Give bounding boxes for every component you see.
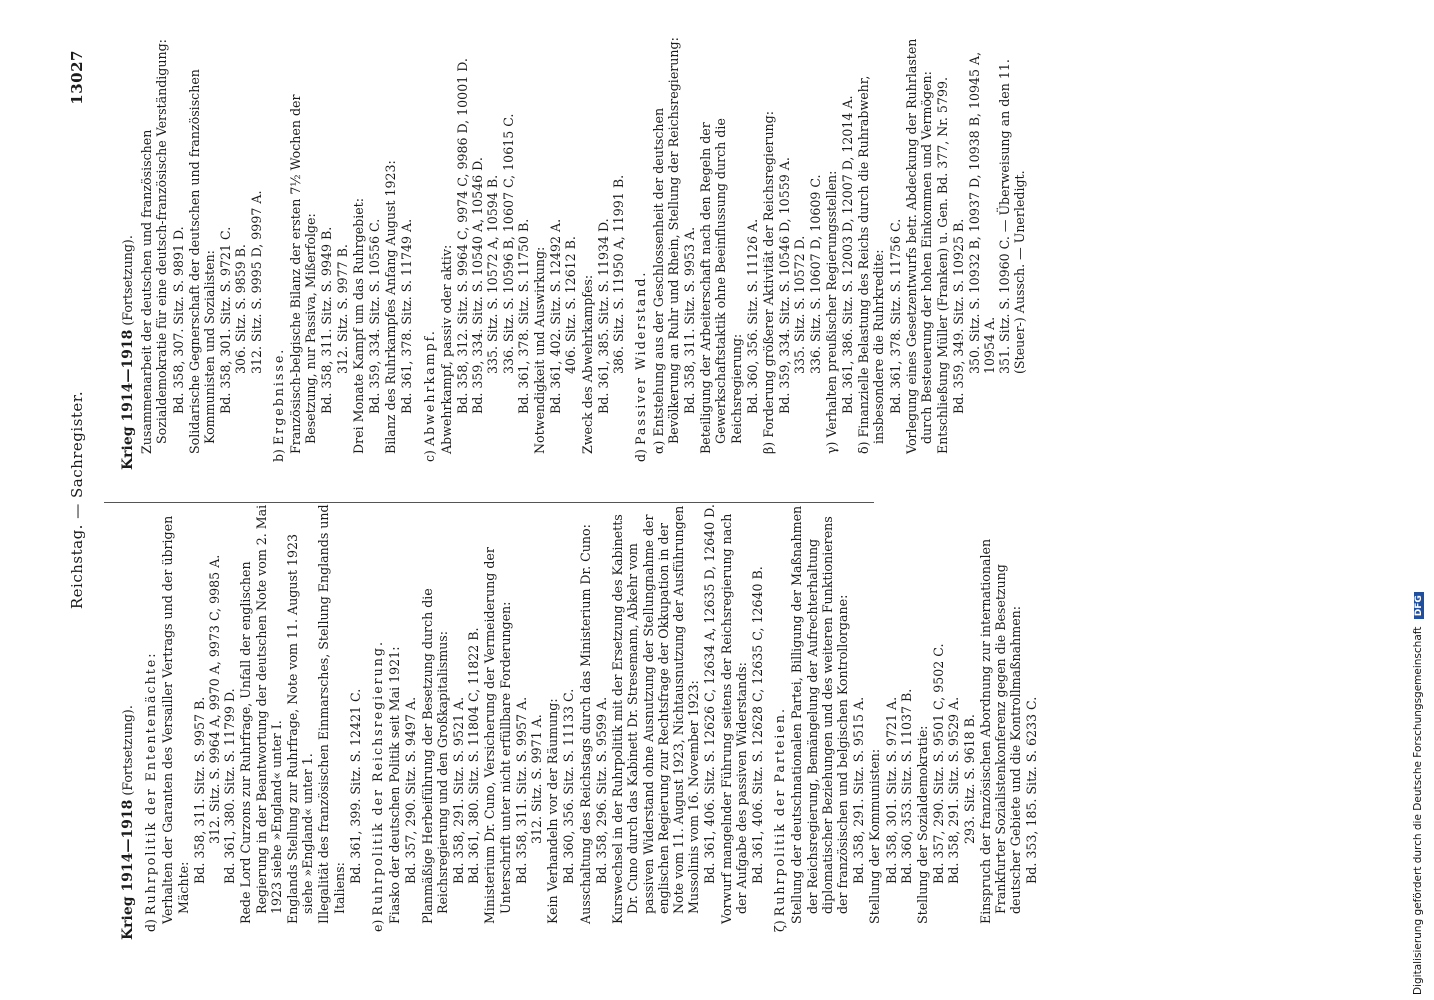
entry: Ausschaltung des Reichstags durch das Ministerium Dr. Cuno: (577, 524, 593, 924)
reference: 386. Sitz. S. 11950 A, 11991 B. (611, 174, 627, 374)
reference: Bd. 358, 301. Sitz. S. 9721 C. (218, 226, 234, 414)
reference: Bd. 358, 291. Sitz. S. 9515 A. (851, 696, 867, 884)
left-column (120, 500, 1040, 940)
entry: Englands Stellung zur Ruhrfrage, Note vom 11. August 1923 siehe »England« unter 1. (285, 534, 316, 924)
entry: Drei Monate Kampf um das Ruhrgebiet: (350, 198, 366, 454)
entry: Illegalität des französischen Einmarsches, Stellung Englands und Italiens: (316, 504, 347, 924)
document-page (16, 10, 1416, 990)
entry: Planmäßige Herbeiführung der Besetzung durch die Reichsregierung und den Großkapitalismus: (419, 588, 450, 924)
entry: Ministerium Dr. Cuno, Versicherung der Vermeiderung der Unterschrift unter nicht erfüllbare Forderungen: (482, 547, 513, 924)
entry: Zweck des Abwehrkampfes: (579, 274, 595, 454)
reference: Bd. 361, 378. Sitz. S. 11750 B. (515, 218, 531, 414)
reference: Bd. 358, 312. Sitz. S. 9964 C, 9974 C, 9986 D, 10001 D. (455, 58, 471, 414)
reference: Bd. 361, 380. Sitz. S. 11799 D. (222, 688, 238, 884)
entry: Fiasko der deutschen Politik seit Mai 1921: (387, 646, 403, 924)
entry: Kurswechsel in der Ruhrpolitik mit der Ersetzung des Kabinetts Dr. Cuno durch das Kabinett Dr. Stresemann, Abkehr vom passiven Widerstand ohne Ausnutzung der Stellungnahme der englischen Regierung zur Rechtsfrage der Okkupation in der Note vom 11. August 1923, Nichtausnutzung der Ausführungen Mussolinis vom 16. November 1923: (610, 505, 702, 924)
section-f-title: ζ) Ruhrpolitik der Parteien. (772, 707, 788, 932)
reference: Bd. 360, 353. Sitz. S. 11037 B. (898, 688, 914, 884)
reference: 293. Sitz. S. 9618 B. (961, 714, 977, 844)
funding-note-text (1412, 0, 1428, 995)
entry: Verhalten der Garanten des Versailler Vertrags und der übrigen Mächte: (160, 515, 191, 924)
entry: δ) Finanzielle Belastung des Reichs durch die Ruhrabwehr, insbesondere die Ruhrkredite: (856, 75, 887, 454)
reference: Bd. 361, 406. Sitz. S. 12628 C, 12635 C, 12640 B. (749, 566, 765, 884)
entry: γ) Verhalten preußischer Regierungsstellen: (823, 170, 839, 454)
reference: 336. Sitz. S. 10607 D, 10609 C. (807, 174, 823, 374)
reference: 406. Sitz. S. 12612 B. (563, 236, 579, 374)
left-heading-title: Krieg 1914—1918 (120, 799, 136, 940)
right-heading-suffix: (Fortsetzung). (120, 235, 135, 326)
reference: Bd. 358, 311. Sitz. S. 9949 B. (319, 226, 335, 414)
reference: 350. Sitz. S. 10932 B, 10937 D, 10938 B, 10945 A, 10954 A. (966, 51, 997, 374)
section-b-title: b) Ergebnisse. (270, 347, 286, 462)
reference: Bd. 358, 311. Sitz. S. 9957 A. (513, 696, 529, 884)
reference: Bd. 361, 406. Sitz. S. 12626 C, 12634 A, 12635 D, 12640 D. (702, 504, 718, 884)
left-column-heading (120, 500, 136, 940)
reference: Bd. 358, 301. Sitz. S. 9721 A. (883, 696, 899, 884)
left-heading-suffix: (Fortsetzung). (120, 705, 135, 796)
dfg-logo: DFG (1414, 592, 1424, 619)
entry: Beteiligung der Arbeiterschaft nach den Regeln der Gewerkschaftstaktik ohne Beeinflussung durch die Reichsregierung: (698, 118, 744, 454)
reference: Bd. 359, 334. Sitz. S. 10556 C. (367, 218, 383, 414)
section-e-title: e) Ruhrpolitik der Reichsregierung. (370, 640, 386, 932)
entry: Vorlegung eines Gesetzentwurfs betr. Abdeckung der Ruhrlasten durch Besteuerung der hohen Einkommen und Vermögen: (903, 38, 934, 454)
right-column-heading (120, 30, 136, 470)
section-d-title: d) Ruhrpolitik der Ententemächte: (143, 651, 159, 932)
entry: Einspruch der französischen Abordnung zur internationalen Frankfurter Sozialistenkonferenz gegen die Besetzung deutscher Gebiete und die Kontrollmaßnahmen: (977, 538, 1024, 924)
reference: Bd. 360, 356. Sitz. S. 11133 C. (561, 688, 577, 884)
entry: Französisch-belgische Bilanz der ersten 7½ Wochen der Besetzung, nur Passiva, Mißerfolge: (288, 94, 319, 454)
reference: 351. Sitz. S. 10960 C. — Überweisung an den 11. (Steuer-) Aussch. — Unerledigt. (996, 59, 1028, 374)
reference: Bd. 353, 185. Sitz. S. 6233 C. (1024, 696, 1040, 884)
reference: Bd. 359, 349. Sitz. S. 10925 B. (951, 218, 967, 414)
entry: Solidarische Gegnerschaft der deutschen und französischen Kommunisten und Sozialisten: (186, 69, 218, 454)
section-d-title: d) Passiver Widerstand. (633, 270, 649, 462)
reference: 335. Sitz. S. 10572 D. (792, 235, 808, 374)
reference: Bd. 357, 290. Sitz. S. 9497 A. (403, 696, 419, 884)
entry: Stellung der Kommunisten: (867, 748, 883, 924)
entry: Notwendigkeit und Auswirkung: (532, 246, 548, 454)
reference: Bd. 358, 291. Sitz. S. 9529 A. (946, 696, 962, 884)
reference: Bd. 358, 296. Sitz. S. 9599 A. (593, 696, 609, 884)
entry: Stellung der Sozialdemokratie: (914, 725, 930, 924)
reference: 312. Sitz. S. 9995 D, 9997 A. (248, 190, 264, 374)
funding-note (1404, 0, 1434, 1000)
entry: α) Entstehung aus der Geschlossenheit der deutschen Bevölkerung an Ruhr und Rhein, Stellung der Reichsregierung: (650, 37, 681, 454)
reference: Bd. 358, 311. Sitz. S. 9953 A. (681, 226, 697, 414)
right-column (120, 30, 1027, 470)
entry: β) Forderung größerer Aktivität der Reichsregierung: (760, 111, 776, 454)
reference: Bd. 361, 402. Sitz. S. 12492 A. (548, 218, 564, 414)
reference: 336. Sitz. S. 10596 B, 10607 C, 10615 C. (500, 113, 516, 374)
reference: Bd. 357, 290. Sitz. S. 9501 C, 9502 C. (931, 643, 947, 884)
reference: Bd. 358, 311. Sitz. S. 9957 B. (191, 696, 207, 884)
entry: Entschließung Müller (Franken) u. Gen. Bd. 377, Nr. 5799. (935, 77, 951, 454)
reference: 312. Sitz. S. 9971 A. (529, 714, 545, 844)
entry: Zusammenarbeit der deutschen und französischen Sozialdemokratie für eine deutsch-französische Verständigung: (139, 39, 170, 454)
reference: Bd. 358, 307. Sitz. S. 9891 D. (170, 226, 186, 414)
page-number: 13027 (68, 50, 86, 105)
section-c-title: c) Abwehrkampf. (421, 329, 437, 462)
reference: 312. Sitz. S. 9964 A, 9970 A, 9973 C, 9985 A. (207, 554, 223, 844)
reference: Bd. 361, 380. Sitz. S. 11804 C, 11822 B. (466, 627, 482, 884)
reference: 312. Sitz. S. 9977 B. (334, 244, 350, 374)
reference: Bd. 361, 378. Sitz. S. 11749 A. (399, 218, 415, 414)
entry: Stellung der deutschnationalen Partei, Billigung der Maßnahmen der Reichsregierung, Bemängelung der Aufrechterhaltung diplomatischer Beziehungen und des weiteren Funktionierens der französischen und belgischen Kontrollorgane: (789, 505, 850, 924)
funding-text: Digitalisierung gefördert durch die Deutsche Forschungsgemeinschaft (1412, 626, 1424, 995)
entry: Rede Lord Curzons zur Ruhrfrage, Unfall der englischen Regierung in der Beantwortung der deutschen Note vom 2. Mai 1923 siehe »England« unter I. (238, 504, 284, 924)
entry: Kein Verhandeln vor der Räumung: (545, 698, 561, 924)
reference: 335. Sitz. S. 10572 A, 10594 B. (485, 174, 501, 374)
entry: Bilanz des Ruhrkampfes Anfang August 1923: (383, 160, 399, 454)
reference: Bd. 359, 334. Sitz. S. 10546 D, 10559 A. (777, 157, 793, 414)
reference: Bd. 360, 356. Sitz. S. 11126 A. (744, 218, 760, 414)
running-head (68, 50, 94, 950)
right-heading-title: Krieg 1914—1918 (120, 329, 136, 470)
reference: Bd. 361, 385. Sitz. S. 11934 D. (595, 218, 611, 414)
reference: Bd. 361, 386. Sitz. S. 12003 D, 12007 D, 12014 A. (839, 95, 855, 414)
entry: Abwehrkampf, passiv oder aktiv: (438, 244, 454, 454)
reference: 306. Sitz. S. 9859 B. (233, 244, 249, 374)
reference: Bd. 359, 334. Sitz. S. 10540 A, 10546 D. (470, 157, 486, 414)
running-head-title: Reichstag. — Sachregister. (68, 390, 86, 610)
entry: Vorwurf mangelnder Führung seitens der Reichsregierung nach der Aufgabe des passiven Widerstands: (718, 513, 749, 924)
reference: Bd. 361, 399. Sitz. S. 12421 C. (347, 688, 363, 884)
reference: Bd. 361, 378. Sitz. S. 11756 C. (887, 218, 903, 414)
reference: Bd. 358, 291. Sitz. S. 9521 A. (451, 696, 467, 884)
